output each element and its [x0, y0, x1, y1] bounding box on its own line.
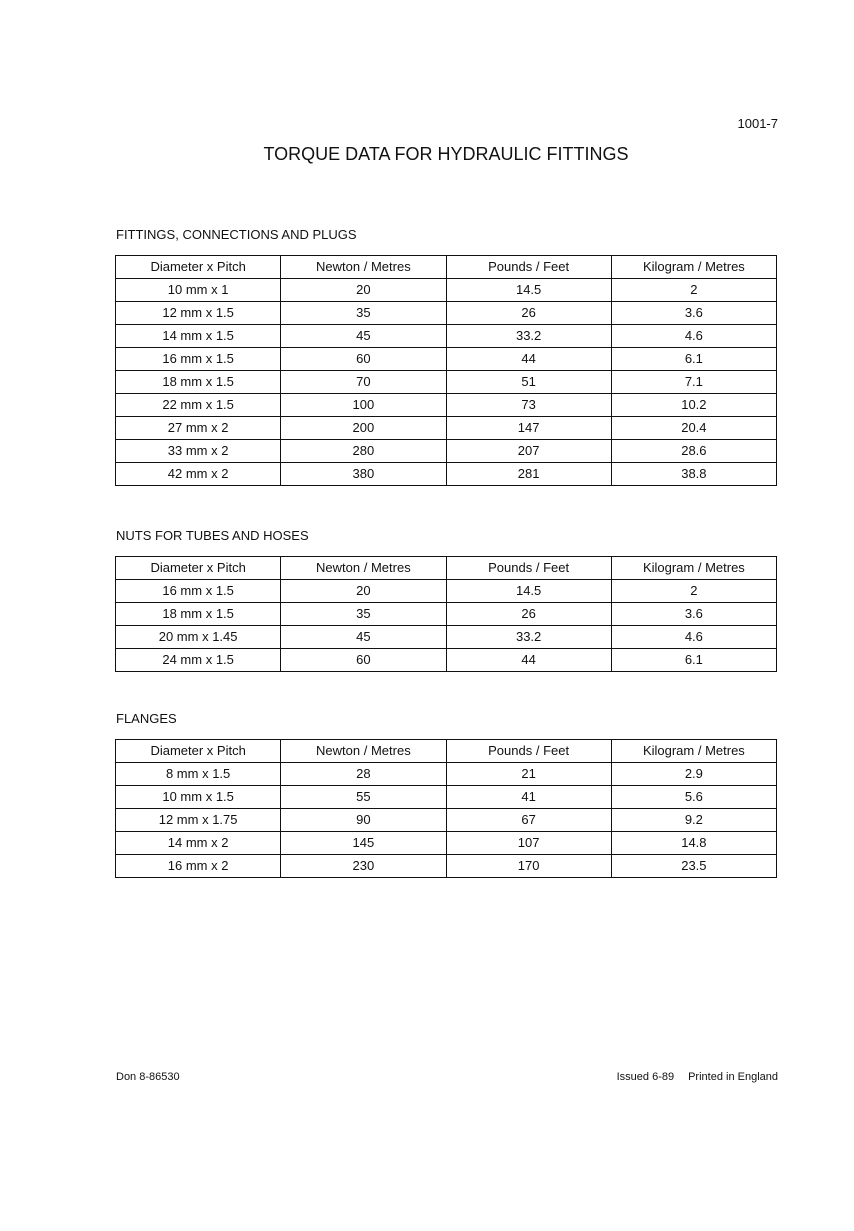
table-row	[116, 603, 777, 626]
table-cell: 55	[281, 786, 446, 809]
table-cell: 33.2	[446, 325, 611, 348]
table-row	[116, 302, 777, 325]
footer-issued-date: Issued 6-89	[616, 1071, 675, 1083]
table-cell: 26	[446, 603, 611, 626]
table-row	[116, 348, 777, 371]
table-cell: 2.9	[611, 763, 776, 786]
table-cell: 41	[446, 786, 611, 809]
table-cell: 207	[446, 440, 611, 463]
table-cell: 44	[446, 649, 611, 672]
table-cell: 70	[281, 371, 446, 394]
table-cell: 33.2	[446, 626, 611, 649]
table-cell: 10 mm x 1	[116, 279, 281, 302]
table-cell: 14.8	[611, 832, 776, 855]
table-row	[116, 763, 777, 786]
table-row	[116, 626, 777, 649]
table-cell: 2	[611, 279, 776, 302]
table-cell: 280	[281, 440, 446, 463]
table-cell: 24 mm x 1.5	[116, 649, 281, 672]
table-row	[116, 394, 777, 417]
table-cell: 2	[611, 580, 776, 603]
column-header-diameter: Diameter x Pitch	[116, 256, 281, 279]
table-row	[116, 832, 777, 855]
table-cell: 14 mm x 1.5	[116, 325, 281, 348]
section-heading-flanges: FLANGES	[116, 711, 177, 726]
table-cell: 14.5	[446, 279, 611, 302]
table-cell: 16 mm x 2	[116, 855, 281, 878]
table-cell: 6.1	[611, 649, 776, 672]
table-cell: 10.2	[611, 394, 776, 417]
nuts-torque-table	[115, 556, 777, 672]
table-header-row	[116, 740, 777, 763]
table-cell: 200	[281, 417, 446, 440]
column-header-diameter: Diameter x Pitch	[116, 740, 281, 763]
table-cell: 100	[281, 394, 446, 417]
column-header-pounds-feet: Pounds / Feet	[446, 256, 611, 279]
table-cell: 12 mm x 1.5	[116, 302, 281, 325]
section-heading-fittings: FITTINGS, CONNECTIONS AND PLUGS	[116, 227, 357, 242]
table-row	[116, 371, 777, 394]
table-cell: 42 mm x 2	[116, 463, 281, 486]
table-cell: 20.4	[611, 417, 776, 440]
table-cell: 5.6	[611, 786, 776, 809]
section-heading-nuts: NUTS FOR TUBES AND HOSES	[116, 528, 309, 543]
table-cell: 60	[281, 348, 446, 371]
table-cell: 21	[446, 763, 611, 786]
table-row	[116, 786, 777, 809]
table-cell: 12 mm x 1.75	[116, 809, 281, 832]
table-cell: 35	[281, 302, 446, 325]
table-row	[116, 417, 777, 440]
table-cell: 27 mm x 2	[116, 417, 281, 440]
table-cell: 45	[281, 325, 446, 348]
table-cell: 4.6	[611, 325, 776, 348]
table-cell: 16 mm x 1.5	[116, 580, 281, 603]
table-cell: 67	[446, 809, 611, 832]
table-cell: 33 mm x 2	[116, 440, 281, 463]
table-row	[116, 580, 777, 603]
table-cell: 90	[281, 809, 446, 832]
table-cell: 170	[446, 855, 611, 878]
table-header-row	[116, 557, 777, 580]
table-cell: 22 mm x 1.5	[116, 394, 281, 417]
table-header-row	[116, 256, 777, 279]
table-cell: 28.6	[611, 440, 776, 463]
page-number: 1001-7	[737, 116, 778, 131]
table-cell: 3.6	[611, 603, 776, 626]
table-cell: 14 mm x 2	[116, 832, 281, 855]
column-header-newton-metres: Newton / Metres	[281, 557, 446, 580]
table-cell: 145	[281, 832, 446, 855]
table-cell: 4.6	[611, 626, 776, 649]
table-cell: 6.1	[611, 348, 776, 371]
table-cell: 28	[281, 763, 446, 786]
table-row	[116, 440, 777, 463]
column-header-newton-metres: Newton / Metres	[281, 740, 446, 763]
column-header-kilogram-metres: Kilogram / Metres	[611, 557, 776, 580]
table-cell: 26	[446, 302, 611, 325]
flanges-torque-table	[115, 739, 777, 878]
table-cell: 20 mm x 1.45	[116, 626, 281, 649]
table-cell: 14.5	[446, 580, 611, 603]
table-cell: 35	[281, 603, 446, 626]
table-row	[116, 279, 777, 302]
column-header-kilogram-metres: Kilogram / Metres	[611, 256, 776, 279]
table-cell: 44	[446, 348, 611, 371]
table-cell: 73	[446, 394, 611, 417]
table-row	[116, 809, 777, 832]
table-cell: 18 mm x 1.5	[116, 603, 281, 626]
footer-doc-number: Don 8-86530	[116, 1071, 180, 1083]
footer-issue-info	[617, 1071, 778, 1083]
table-cell: 7.1	[611, 371, 776, 394]
column-header-kilogram-metres: Kilogram / Metres	[611, 740, 776, 763]
column-header-diameter: Diameter x Pitch	[116, 557, 281, 580]
page-title: TORQUE DATA FOR HYDRAULIC FITTINGS	[263, 144, 629, 164]
table-cell: 8 mm x 1.5	[116, 763, 281, 786]
table-cell: 281	[446, 463, 611, 486]
table-cell: 9.2	[611, 809, 776, 832]
table-cell: 3.6	[611, 302, 776, 325]
table-cell: 20	[281, 279, 446, 302]
table-cell: 18 mm x 1.5	[116, 371, 281, 394]
table-cell: 60	[281, 649, 446, 672]
table-cell: 38.8	[611, 463, 776, 486]
table-cell: 10 mm x 1.5	[116, 786, 281, 809]
table-cell: 16 mm x 1.5	[116, 348, 281, 371]
table-row	[116, 325, 777, 348]
column-header-pounds-feet: Pounds / Feet	[446, 557, 611, 580]
table-cell: 230	[281, 855, 446, 878]
table-cell: 23.5	[611, 855, 776, 878]
table-cell: 45	[281, 626, 446, 649]
table-cell: 51	[446, 371, 611, 394]
fittings-torque-table	[115, 255, 777, 486]
table-row	[116, 463, 777, 486]
table-cell: 147	[446, 417, 611, 440]
table-row	[116, 855, 777, 878]
column-header-newton-metres: Newton / Metres	[281, 256, 446, 279]
table-row	[116, 649, 777, 672]
footer-printed-location: Printed in England	[688, 1071, 778, 1083]
table-cell: 380	[281, 463, 446, 486]
table-cell: 20	[281, 580, 446, 603]
table-cell: 107	[446, 832, 611, 855]
column-header-pounds-feet: Pounds / Feet	[446, 740, 611, 763]
